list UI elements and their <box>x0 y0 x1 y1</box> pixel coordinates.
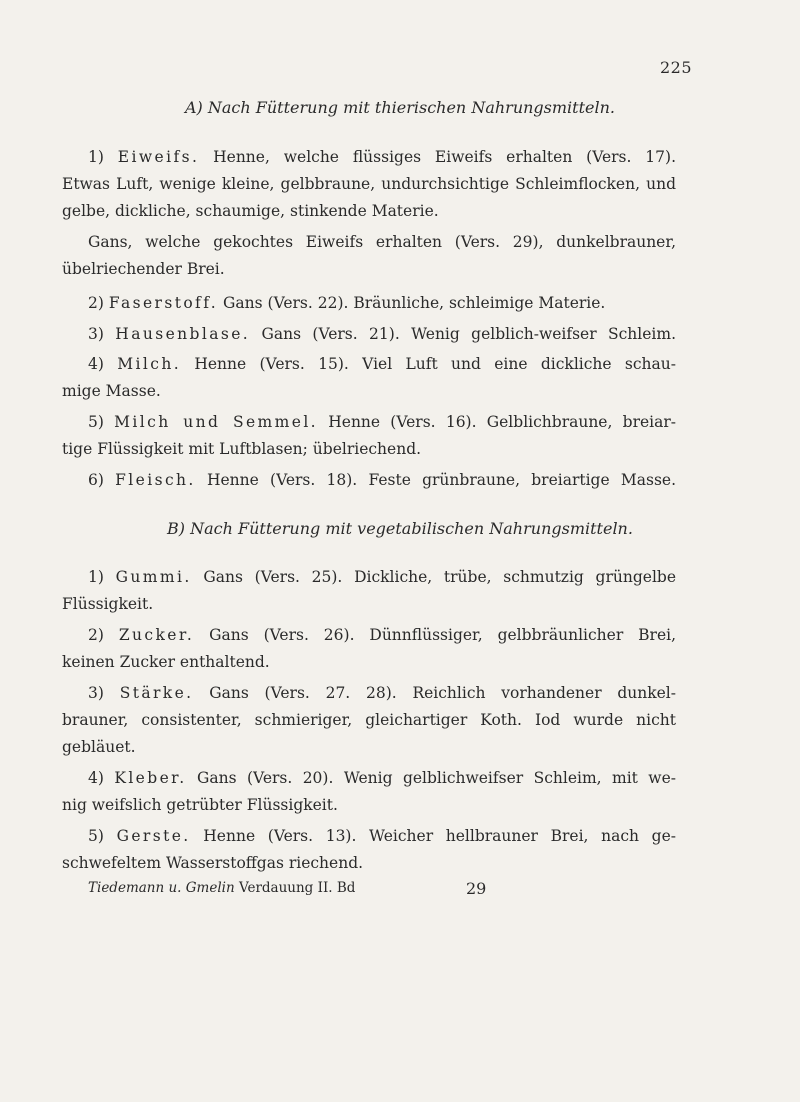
paragraph-line: 5) Milch und Semmel. Henne (Vers. 16). Gelblichbraune, breiar- <box>88 413 676 431</box>
keyword: Faserstoff. <box>108 294 219 312</box>
paragraph-line: 6) Fleisch. Henne (Vers. 18). Feste grünbraune, breiartige Masse. <box>88 471 676 489</box>
paragraph-line: 3) Stärke. Gans (Vers. 27. 28). Reichlich vorhandener dunkel- <box>88 684 676 702</box>
paragraph-line: 3) Hausenblase. Gans (Vers. 21). Wenig gelblich-weifser Schleim. <box>88 325 676 343</box>
footer-authors: Tiedemann u. Gmelin <box>88 880 235 896</box>
keyword: Kleber. <box>114 769 187 787</box>
paragraph-line: gelbe, dickliche, schaumige, stinkende Materie. <box>62 202 439 220</box>
page-number: 225 <box>659 58 692 77</box>
section-heading-b: B) Nach Fütterung mit vegetabilischen Nahrungsmitteln. <box>167 519 633 538</box>
paragraph-line: 2) Faserstoff. Gans (Vers. 22). Bräunliche, schleimige Materie. <box>88 294 606 312</box>
paragraph-line: 1) Gummi. Gans (Vers. 25). Dickliche, trübe, schmutzig grüngelbe <box>88 568 676 586</box>
paragraph-line: tige Flüssigkeit mit Luftblasen; übelriechend. <box>62 440 422 458</box>
paragraph-line: keinen Zucker enthaltend. <box>62 653 270 671</box>
paragraph-line: übelriechender Brei. <box>62 260 225 278</box>
paragraph-line: brauner, consistenter, schmieriger, gleichartiger Koth. Iod wurde nicht <box>62 711 676 729</box>
keyword: Milch und Semmel. <box>114 413 319 431</box>
keyword: Stärke. <box>119 684 194 702</box>
paragraph-line: nig weifslich getrübter Flüssigkeit. <box>62 796 338 814</box>
keyword: Fleisch. <box>115 471 196 489</box>
paragraph-line: 2) Zucker. Gans (Vers. 26). Dünnflüssiger, gelbbräunlicher Brei, <box>88 626 676 644</box>
keyword: Hausenblase. <box>115 325 251 343</box>
paragraph-line: gebläuet. <box>62 738 136 756</box>
keyword: Gummi. <box>115 568 192 586</box>
keyword: Eiweifs. <box>117 148 200 166</box>
paragraph-line: 5) Gerste. Henne (Vers. 13). Weicher hellbrauner Brei, nach ge- <box>88 827 676 845</box>
section-heading-a: A) Nach Fütterung mit thierischen Nahrungsmitteln. <box>185 98 615 117</box>
paragraph-line: Etwas Luft, wenige kleine, gelbbraune, undurchsichtige Schleimflocken, und <box>62 175 676 193</box>
paragraph-line: Flüssigkeit. <box>62 595 154 613</box>
paragraph-line: 4) Milch. Henne (Vers. 15). Viel Luft und eine dickliche schau- <box>88 355 676 373</box>
paragraph-line: 4) Kleber. Gans (Vers. 20). Wenig gelblichweifser Schleim, mit we- <box>88 769 676 787</box>
keyword: Zucker. <box>118 626 195 644</box>
paragraph-line: Gans, welche gekochtes Eiweifs erhalten (Vers. 29), dunkelbrauner, <box>88 233 676 251</box>
paragraph-line: schwefeltem Wasserstoffgas riechend. <box>62 854 364 872</box>
paragraph-line: 1) Eiweifs. Henne, welche flüssiges Eiweifs erhalten (Vers. 17). <box>88 148 676 166</box>
signature-mark: 29 <box>466 879 487 898</box>
footer-title: Verdauung II. Bd <box>238 880 356 896</box>
keyword: Milch. <box>117 355 182 373</box>
page-footer <box>88 880 688 896</box>
paragraph-line: mige Masse. <box>62 382 161 400</box>
keyword: Gerste. <box>116 827 191 845</box>
